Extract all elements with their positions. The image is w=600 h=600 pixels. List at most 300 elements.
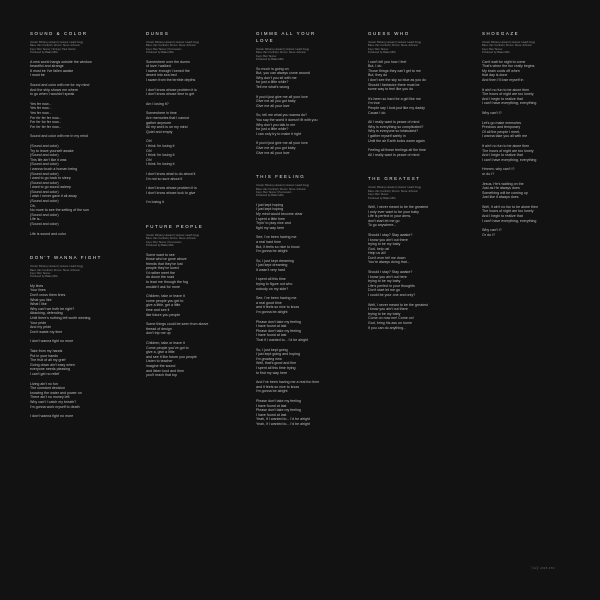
lyric-line: (Sound and color) [30, 199, 59, 204]
credit-line: Bass: Zac Cockrell | Drums: Steve Johnson [146, 44, 196, 48]
lyric-line: But, you can always come around [256, 71, 310, 76]
lyric-line: I can't have everything, everything [482, 218, 537, 223]
lyric-stanza [256, 259, 334, 273]
song-credits [482, 41, 560, 55]
lyric-line: The hours of night are too lonely [482, 92, 534, 97]
credit-line: Produced by Blake Mills [30, 51, 58, 55]
lyric-stanza [482, 228, 560, 237]
lyric-line: Please don't take my feeling [256, 398, 301, 403]
lyric-line: and it feels so nice to know [256, 305, 300, 310]
lyric-line: Don't ever tell me down [368, 255, 406, 260]
lyric-stanza [30, 144, 108, 227]
lyric-line: I have found at last [256, 333, 287, 338]
lyric-line: Please don't take my feeling [256, 328, 301, 333]
lyric-line: wouldn't ask for more [146, 284, 181, 289]
lyrics-column-1 [30, 30, 108, 437]
lyric-line: Oh! [146, 148, 152, 153]
song-block [368, 175, 446, 330]
lyric-line: God, bring his ass on home [368, 321, 412, 325]
lyric-line: Some want to see [146, 252, 175, 257]
lyric-stanza [256, 141, 334, 155]
lyric-line: I don't know whose luck to give [146, 190, 196, 195]
lyric-line: Life is... [30, 217, 43, 222]
song-credits [368, 41, 446, 55]
lyric-line: If you'd just give me all your love [256, 141, 308, 146]
lyric-line: Sound and color with me for my mind [30, 83, 90, 87]
lyric-line: trying to figure out who [256, 282, 293, 287]
lyric-stanza [146, 200, 224, 205]
lyric-line: I spent a little time [256, 216, 285, 221]
lyric-stanza [256, 320, 334, 343]
credit-line: Bass: Zac Cockrell | Drums: Steve Johnson [256, 51, 306, 55]
lyric-line: I think I'm losing it [146, 162, 175, 167]
lyric-stanza [146, 172, 224, 181]
lyric-stanza [30, 134, 108, 139]
credit-line: Bass: Zac Cockrell | Drums: Steve Johnson [146, 237, 196, 241]
lyric-line: Give me all your love [256, 103, 290, 108]
lyric-line: people they've loved [146, 266, 179, 271]
lyric-line: The hours of night are too lonely [482, 209, 534, 214]
lyric-stanza [146, 322, 224, 336]
lyric-line: So, tell me what you wanna do? [256, 113, 307, 118]
lyric-line: a real hard time [256, 239, 281, 244]
lyric-line: Some things could be seen from above [146, 322, 209, 327]
lyrics-column-4 [368, 30, 446, 348]
lyric-line: Precious and temporary [482, 125, 521, 130]
lyric-line: Put in your hands [30, 353, 58, 358]
lyric-line: that day is done [482, 73, 508, 78]
lyric-line: I have found at last [256, 403, 287, 408]
song-block [146, 30, 224, 205]
lyric-line: Come people you've got to [146, 345, 189, 350]
lyric-line: A new world hangs outside the window [30, 59, 92, 64]
lyric-line: My lines [30, 283, 44, 288]
lyric-stanza [30, 414, 108, 419]
lyric-line: (Sound and color) [30, 171, 59, 176]
lyric-line: So, I just kept dreaming [256, 258, 294, 263]
lyric-line: Don't cross them lines [30, 293, 66, 298]
lyric-stanza [256, 380, 334, 394]
lyric-line: I don't wanna fight no more [30, 414, 74, 419]
credit-line: Bass: Zac Cockrell | Drums: Steve Johnson [368, 189, 418, 193]
lyric-line: And I begin to realize that [482, 214, 523, 219]
lyric-line: And my pride [30, 325, 52, 330]
lyric-line: Let's go make memories [482, 120, 522, 125]
song-title: FUTURE PEOPLE [146, 223, 204, 229]
song-title: THE GREATEST [368, 176, 421, 182]
lyric-line: All I really want is peace of mind [368, 152, 420, 157]
lyric-stanza [368, 303, 446, 331]
lyric-line: See, I've been having me [256, 296, 297, 301]
lyric-line: Why can't I catch my breath? [30, 399, 77, 404]
lyric-line: of love I walked [146, 64, 171, 69]
lyric-line: You say the world it doesn't fit with you [256, 117, 318, 122]
lyric-line: Why don't you sit with me [256, 75, 297, 80]
lyric-stanza [368, 97, 446, 115]
song-title: SHOEGAZE [482, 31, 520, 36]
lyric-stanza [146, 294, 224, 317]
credit-line: Bass: Zac Cockrell | Drums: Steve Johnson [256, 187, 306, 191]
song-credits [30, 265, 108, 279]
lyric-line: God, help us! [368, 246, 390, 251]
lyric-stanza [256, 277, 334, 291]
song-credits [256, 184, 334, 198]
lyric-stanza [482, 60, 560, 83]
lyric-line: knowing the water and power on [30, 390, 82, 395]
credit-line: Keys: Ben Tanner | Percussion [256, 190, 292, 194]
lyric-line: thread of design [146, 326, 172, 331]
lyric-stanza [368, 148, 446, 157]
credit-line: Keys: Ben Tanner | Strings: Paul Horton [30, 47, 76, 51]
lyric-stanza [368, 233, 446, 265]
song-title: GUESS WHO [368, 31, 410, 36]
lyric-line: Going down ain't easy when [30, 362, 75, 367]
lyric-line: And I begin to realize that [482, 153, 523, 158]
lyric-stanza [256, 399, 334, 427]
lyric-line: I'm gonna be alright [256, 310, 288, 315]
lyric-line: Should I fantasize there must be [368, 82, 420, 87]
lyric-line: Are memories that I cannot [146, 115, 190, 120]
lyric-line: I spent all this time [256, 277, 286, 282]
lyric-line: I'd rather meet the [146, 270, 176, 275]
lyric-line: and see it like future you people [146, 354, 197, 359]
lyric-line: to find my way here [256, 370, 288, 375]
lyric-line: Until the air Earth looks warm again [368, 138, 425, 143]
lyric-line: Yeah, if I wanted to... I'd be alright [256, 417, 310, 422]
lyric-line: That if I wanted to... I'd be alright [256, 338, 309, 342]
lyric-line: Oh! [146, 157, 152, 162]
credit-line: Produced by Blake Mills [146, 244, 174, 248]
lyric-stanza [146, 186, 224, 195]
lyric-line: Of all the people I meet, [482, 129, 521, 134]
lyric-line: Life is perfect in your arms, [368, 214, 412, 219]
lyric-line: I gather myself safely in [368, 133, 406, 138]
lyric-line: for just a little while? [256, 80, 289, 85]
lyric-line: And the ship shows me where [30, 87, 78, 92]
lyric-line: But, I do [368, 64, 382, 69]
lyric-line: Help us all! [368, 251, 386, 256]
lyric-line: It ain't no fun to be alone then [482, 87, 530, 92]
lyric-stanza [146, 253, 224, 290]
lyric-stanza [146, 60, 224, 83]
credit-line: Keys: Ben Tanner [368, 47, 389, 51]
lyric-line: Living ain't no fun [30, 381, 58, 386]
lyric-line: a real good time [256, 300, 282, 305]
lyric-line: Life's perfect in your thoughts [368, 283, 415, 288]
credit-line: Produced by Blake Mills [30, 275, 58, 279]
lyric-line: Your pride [30, 320, 47, 325]
lyric-line: But, they do [368, 73, 388, 78]
lyric-line: See, I've been having me [256, 235, 297, 240]
lyric-line: Until there's nothing left worth winning [30, 316, 91, 320]
lyric-line: I must be [30, 73, 45, 78]
credit-line: Produced by Blake Mills [368, 51, 396, 55]
lyric-line: those who've gone above [146, 257, 187, 262]
lyric-line: I wish I never gave it all away [30, 194, 77, 199]
lyric-line: I'm not so sure about it [146, 176, 183, 181]
lyric-line: Give me all you got baby [256, 99, 296, 104]
song-title: DUNES [146, 31, 170, 36]
credit-line: Keys: Ben Tanner [256, 54, 277, 58]
lyric-line: You're always doing that... [368, 260, 410, 265]
lyric-line: Fer fer for fer now... [30, 120, 62, 125]
lyric-line: I don't wanna fight no more [30, 339, 74, 344]
lyric-line: Children, take or leave it [146, 341, 185, 345]
lyric-line: There ain't no money left [30, 395, 70, 400]
lyric-line: I wanna touch a human being [30, 166, 78, 171]
lyric-line: Yes fer now... [30, 101, 52, 106]
lyric-line: I have found at last [256, 324, 287, 329]
lyric-line: fight my way here [256, 225, 285, 230]
lyric-stanza [256, 203, 334, 231]
lyric-line: I could be your one and only? [368, 293, 416, 298]
credit-line: Vocals: Brittany Howard | Guitars: Heath Fogg [482, 41, 536, 44]
lyric-line: (Sound and color) [30, 222, 59, 227]
lyric-stanza [368, 60, 446, 92]
credit-line: Vocals: Brittany Howard | Guitars: Heath Fogg [146, 233, 200, 237]
lyric-line: to go when I wouldn't speak [30, 92, 75, 97]
lyric-line: (Sound and color) [30, 153, 59, 158]
lyric-line: I can't have everything, everything [482, 101, 537, 106]
song-block [30, 254, 108, 418]
credit-line: Bass: Zac Cockrell | Drums: Steve Johnson [482, 44, 532, 48]
lyric-line: This life ain't like it was [30, 157, 67, 162]
lyric-stanza [368, 120, 446, 143]
lyric-stanza [30, 232, 108, 237]
lyric-line: time and see it [146, 308, 170, 313]
lyric-stanza [482, 167, 560, 176]
lyric-line: I'm growing new [256, 356, 282, 361]
lyric-line: friends that they've lost [146, 261, 183, 266]
lyric-line: or do I? [482, 171, 495, 176]
credit-line: Vocals: Brittany Howard | Guitars: Heath Fogg [256, 48, 310, 51]
lyric-line: give a, give a little [146, 350, 175, 355]
lyric-line: and listen loud and then [146, 368, 185, 373]
lyric-line: don't start let me go [368, 218, 400, 223]
lyric-line: My brain cools off when [482, 68, 520, 73]
credit-line: Vocals: Brittany Howard | Guitars: Heath Fogg [368, 186, 422, 190]
lyric-line: And then I'll lose myself in [482, 78, 524, 82]
lyric-line: Your lines [30, 288, 46, 293]
credit-line: Keys: Ben Tanner [368, 193, 389, 197]
lyric-line: come people you get to [146, 298, 184, 303]
lyric-line: It's been so hard for a girl like me [368, 96, 421, 101]
lyric-line: Hmmm, why can't I? [482, 167, 515, 172]
credit-line: Vocals: Brittany Howard | Guitars: Heath Fogg [30, 265, 84, 269]
lyric-line: Children, take or leave it [146, 294, 185, 299]
song-block [30, 30, 108, 236]
lyric-line: Why can't we both be right? [30, 306, 75, 311]
song-block [146, 223, 224, 378]
lyric-line: I don't know what to do about it [146, 171, 196, 176]
lyric-line: Those things they can't get to me [368, 68, 421, 73]
credit-line: Bass: Zac Cockrell | Drums: Steve Johnson [30, 44, 80, 48]
lyric-line: give a little, get a little [146, 303, 181, 308]
credit-line: Vocals: Brittany Howard | Guitars: Heath Fogg [368, 41, 422, 44]
lyric-line: I swam from the terrible depths [146, 78, 196, 82]
lyric-stanza [30, 382, 108, 410]
lyric-line: Well, it ain't no fun to be alone then [482, 204, 538, 209]
song-credits [30, 41, 108, 55]
lyric-line: and it feels so nice to know [256, 384, 300, 389]
lyric-stanza [30, 102, 108, 130]
lyric-line: The constant decision [30, 386, 65, 391]
lyrics-column-3 [256, 30, 334, 445]
lyric-line: So much is going on [256, 66, 289, 71]
lyric-line: Should I stay? Stay awake? [368, 232, 413, 237]
lyric-line: And I've been having me a real fun time [256, 380, 320, 385]
lyric-line: Just as He always does [482, 186, 520, 191]
credit-line: Produced by Blake Mills [256, 194, 284, 198]
lyric-line: (Sound and color) [30, 212, 59, 217]
lyric-line: I don't see the sky so blue as you do [368, 78, 427, 82]
lyric-line: Sound and color with me in my mind [30, 134, 88, 139]
lyric-line: don't trip me up [146, 331, 171, 336]
lyric-line: That's when the fun really begins [482, 64, 535, 69]
lyric-line: Don't start let me go [368, 288, 401, 293]
lyric-line: Life is sound and color [30, 231, 66, 236]
song-title: SOUND & COLOR [30, 31, 88, 36]
song-credits [146, 41, 224, 55]
lyric-line: All my work is on my mind [146, 125, 188, 130]
lyric-stanza [482, 182, 560, 200]
lyric-line: So, I just kept going [256, 347, 288, 352]
lyric-stanza [482, 88, 560, 106]
lyric-line: Can't wait for night to come [482, 59, 526, 64]
lyric-line: The hours of night are too lonely [482, 148, 534, 153]
lyric-line: Yeah, if I wanted to... I'd be alright [256, 421, 310, 426]
lyric-line: I know you ain't out there [368, 307, 408, 312]
lyric-line: Fer fer fer fer now... [30, 115, 62, 120]
lyric-line: Tryin' to play nice and [256, 221, 291, 226]
lyric-line: Jesus, He's waiting on the [482, 181, 524, 186]
lyric-line: (Sound and color) [30, 180, 59, 185]
lyric-stanza [30, 339, 108, 344]
lyric-stanza [482, 121, 560, 139]
lyric-stanza [256, 235, 334, 253]
lyric-line: imagine the sound [146, 363, 176, 368]
lyric-line: Attacking, defending [30, 311, 63, 316]
lyric-stanza [30, 284, 108, 335]
lyric-stanza [368, 270, 446, 298]
song-credits [368, 186, 446, 200]
lyric-line: I can't get no relief [30, 371, 60, 376]
credit-line: Produced by Blake Mills [146, 51, 174, 55]
credit-line: Produced by Blake Mills [256, 58, 284, 62]
lyric-stanza [256, 67, 334, 90]
credit-line: Vocals: Brittany Howard | Guitars: Heath Fogg [256, 184, 310, 188]
lyric-line: Give me all you got baby [256, 145, 296, 150]
lyric-line: trying to be my baby [368, 242, 401, 247]
song-block [256, 173, 334, 426]
lyrics-column-5 [482, 30, 560, 255]
lyric-line: (Sound and color) [30, 162, 59, 167]
lyric-line: I swear enough I turned the [146, 68, 190, 73]
lyric-line: I can't have everything, everything [482, 157, 537, 162]
lyric-line: Feeling all these feelings all the time [368, 148, 426, 153]
lyric-line: nobody on my side? [256, 286, 289, 291]
credit-line: Keys: Ben Tanner | Percussion [146, 240, 182, 244]
song-title: DON'T WANNA FIGHT [30, 255, 102, 261]
lyric-line: Yes fer now... [30, 110, 52, 115]
lyric-line: What I like [30, 302, 47, 307]
lyric-line: No more to see the setting of the sun [30, 208, 89, 213]
lyric-line: What you like [30, 297, 52, 302]
lyric-line: Why don't you talk to me [256, 122, 296, 127]
lyric-line: Please don't take my feeling [256, 408, 301, 413]
lyric-line: Well, that's good and fine [256, 361, 297, 366]
credit-line: Keys: Ben Tanner | Percussion [146, 47, 182, 51]
lyric-line: I can't tell you how I feel [368, 59, 407, 64]
lyric-line: If you'd just give me all your love [256, 94, 308, 99]
lyric-line: (Sound and color) [30, 143, 59, 148]
lyric-line: Am I losing it? [146, 101, 169, 106]
lyric-line: Well, I never meant to be the greatest [368, 204, 428, 209]
lyric-stanza [482, 144, 560, 162]
lyric-stanza [146, 139, 224, 167]
lyric-line: I think I'm losing it [146, 153, 175, 158]
lyric-line: desert into sea bed [146, 73, 177, 78]
lyric-line: I'm gonna be alright [256, 389, 288, 394]
lyric-stanza [482, 111, 560, 116]
lyric-line: (Sound and color) [30, 189, 59, 194]
song-block [368, 30, 446, 157]
lyric-line: People say I look just like my daddy [368, 105, 425, 110]
lyric-line: I have found at last [256, 412, 287, 417]
lyric-line: Somewhere over the dunes [146, 59, 190, 64]
lyric-line: I just kept going and hoping [256, 352, 300, 357]
lyric-line: I'm gonna be alright [256, 249, 288, 254]
lyric-line: Oh! [146, 139, 152, 144]
lyric-line: Somewhere in time [146, 111, 177, 116]
lyric-stanza [256, 113, 334, 136]
lyric-line: I spent all this time trying [256, 365, 296, 370]
lyric-line: Cause I do [368, 110, 386, 115]
lyric-line: If you can do anything... [368, 325, 407, 330]
lyric-line: Try to leave yourself awake [30, 148, 74, 153]
lyric-line: The fruit of all my grief [30, 358, 66, 363]
lyric-stanza [30, 83, 108, 97]
lyric-line: But, it feels so nice to know [256, 244, 300, 249]
lyric-line: trying to be my baby [368, 279, 401, 284]
credit-line: Vocals: Brittany Howard | Guitars: Heath Fogg [146, 41, 200, 44]
lyric-line: I know you ain't out here [368, 274, 407, 279]
lyric-line: Why can't I? [482, 110, 502, 115]
lyric-line: It must be I've fallen awake [30, 68, 74, 73]
song-title: GIMME ALL YOUR LOVE [256, 31, 316, 43]
lyric-line: Please don't take my feeling [256, 319, 301, 324]
lyric-line: for just a little while? [256, 127, 289, 132]
lyric-line: I just kept hoping [256, 207, 284, 212]
lyric-line: I'm losing it [146, 200, 164, 205]
lyric-line: I don't know whose problem it is [146, 87, 197, 92]
lyric-line: It wasn't very hard [256, 267, 286, 272]
lyric-line: It ain't no fun to be alone then [482, 143, 530, 148]
lyric-line: Don't waste my time [30, 329, 63, 334]
credit-line: Produced by Blake Mills [368, 196, 396, 200]
lyric-line: I want to go sound asleep [30, 185, 71, 190]
lyric-stanza [146, 88, 224, 97]
lyric-line: Quiet and empty [146, 129, 173, 134]
lyric-line: I'm true [368, 101, 380, 106]
lyric-stanza [30, 349, 108, 377]
lyric-line: I wanna take you all with me [482, 134, 528, 139]
lyric-line: Why can't I? [482, 228, 502, 233]
lyric-line: Something will be coming up [482, 190, 528, 195]
lyric-line: I don't know whose time to get [146, 92, 195, 97]
lyric-line: beautiful and strange [30, 64, 64, 69]
credit-line: Keys: Ben Tanner [30, 272, 51, 276]
